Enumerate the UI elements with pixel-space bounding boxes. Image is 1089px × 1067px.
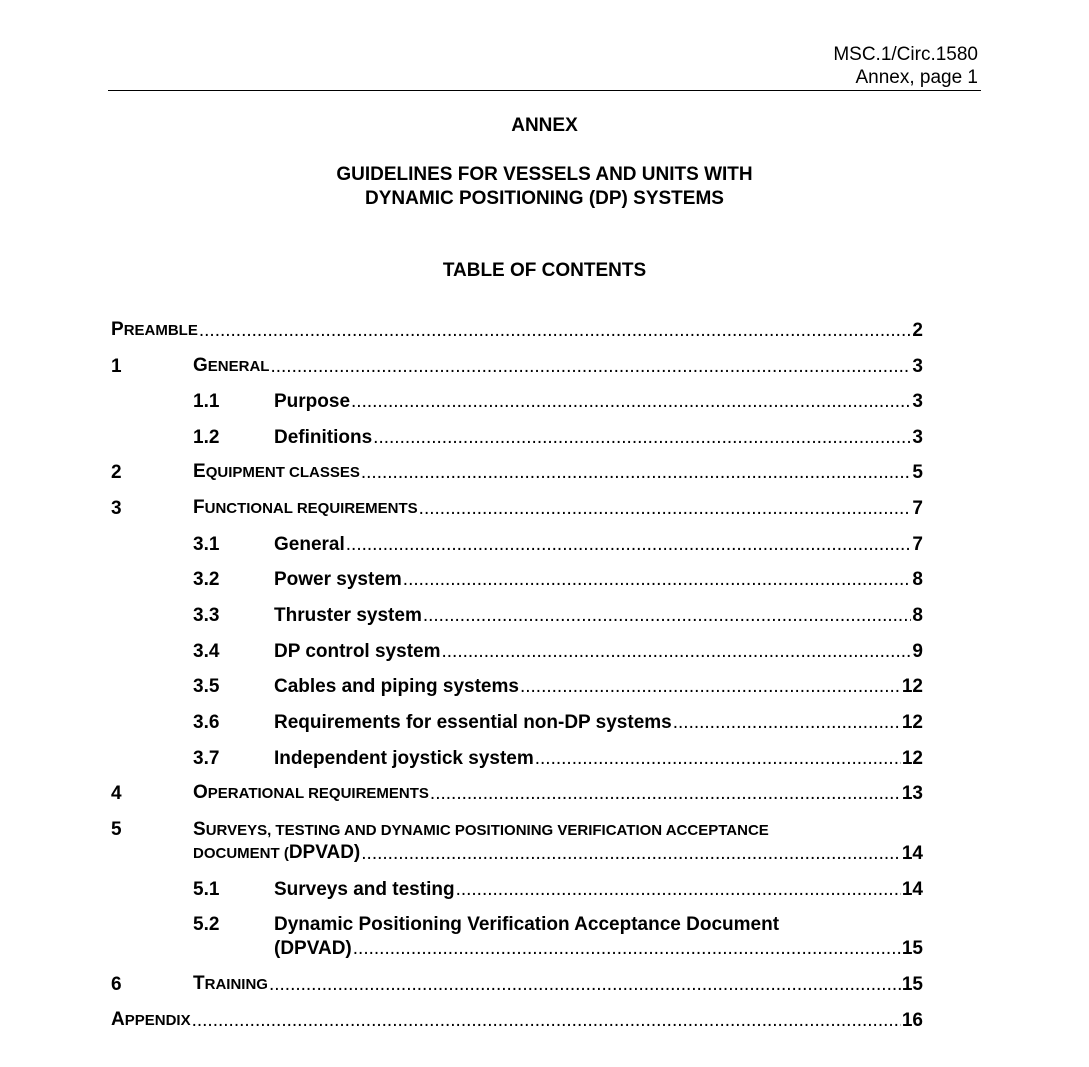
annex-title: ANNEX — [511, 115, 578, 136]
toc-entry-3-4[interactable] — [0, 639, 1089, 665]
guidelines-title-line-2: DYNAMIC POSITIONING (DP) SYSTEMS — [365, 188, 724, 209]
dot-leader — [373, 425, 911, 451]
toc-entry-number: 3 — [111, 498, 122, 519]
toc-entry-page: 14 — [901, 879, 923, 900]
toc-entry-title-line-2: DOCUMENT (DPVAD) — [193, 842, 361, 863]
page-reference: Annex, page 1 — [855, 67, 978, 88]
toc-entry-page: 13 — [901, 783, 923, 804]
toc-entry-number: 3.1 — [193, 534, 220, 555]
toc-entry-page: 9 — [912, 641, 923, 662]
dot-leader — [441, 639, 911, 665]
toc-entry-title-line-1: SURVEYS, TESTING AND DYNAMIC POSITIONING VERIFICATION ACCEPTANCE — [193, 819, 769, 840]
toc-entry-1[interactable] — [0, 354, 1089, 380]
toc-entry-page: 3 — [912, 427, 923, 448]
toc-entry-title: FUNCTIONAL REQUIREMENTS — [193, 497, 418, 518]
toc-entry-1-2[interactable] — [0, 425, 1089, 451]
toc-entry-number: 3.5 — [193, 676, 220, 697]
toc-entry-title: PREAMBLE — [111, 319, 198, 340]
toc-entry-title: Purpose — [274, 391, 351, 412]
toc-entry-number: 1 — [111, 356, 122, 377]
toc-entry-5-2-continued[interactable] — [0, 936, 1089, 962]
toc-entry-page: 8 — [912, 605, 923, 626]
toc-entry-title-line-1: Dynamic Positioning Verification Acceptance Document — [274, 914, 780, 935]
toc-entry-title: DP control system — [274, 641, 441, 662]
dot-leader — [346, 532, 912, 558]
dot-leader — [269, 972, 901, 998]
toc-entry-number: 5.1 — [193, 879, 220, 900]
dot-leader — [403, 567, 912, 593]
toc-entry-page: 3 — [912, 391, 923, 412]
toc-entry-page: 7 — [912, 534, 923, 555]
toc-entry-number: 4 — [111, 783, 122, 804]
toc-entry-title-line-2: (DPVAD) — [274, 938, 352, 959]
dot-leader — [673, 710, 901, 736]
toc-entry-title: Requirements for essential non-DP systems — [274, 712, 672, 733]
toc-entry-3[interactable] — [0, 496, 1089, 522]
toc-entry-title: OPERATIONAL REQUIREMENTS — [193, 782, 429, 803]
toc-entry-3-6[interactable] — [0, 710, 1089, 736]
dot-leader — [361, 460, 912, 486]
dot-leader — [351, 389, 911, 415]
toc-entry-3-2[interactable] — [0, 567, 1089, 593]
dot-leader — [520, 674, 901, 700]
dot-leader — [535, 746, 901, 772]
toc-entry-appendix[interactable] — [0, 1008, 1089, 1034]
toc-entry-3-7[interactable] — [0, 746, 1089, 772]
toc-entry-number: 5.2 — [193, 914, 220, 935]
toc-entry-number: 6 — [111, 974, 122, 995]
toc-entry-title: Thruster system — [274, 605, 422, 626]
toc-entry-5[interactable] — [0, 817, 1089, 843]
toc-entry-5-2[interactable] — [0, 912, 1089, 938]
toc-title: TABLE OF CONTENTS — [442, 260, 647, 281]
toc-entry-page: 5 — [912, 462, 923, 483]
toc-entry-title: EQUIPMENT CLASSES — [193, 461, 360, 482]
toc-entry-page: 3 — [912, 356, 923, 377]
toc-entry-number: 3.4 — [193, 641, 220, 662]
toc-entry-title: Cables and piping systems — [274, 676, 519, 697]
dot-leader — [456, 877, 901, 903]
toc-entry-page: 15 — [901, 938, 923, 959]
dot-leader — [192, 1008, 901, 1034]
toc-entry-number: 2 — [111, 462, 122, 483]
dot-leader — [419, 496, 912, 522]
toc-entry-page: 12 — [901, 748, 923, 769]
guidelines-title-line-1: GUIDELINES FOR VESSELS AND UNITS WITH — [336, 164, 753, 185]
toc-entry-title: APPENDIX — [111, 1009, 191, 1030]
toc-entry-number: 3.7 — [193, 748, 220, 769]
dot-leader — [199, 318, 912, 344]
toc-entry-title: Surveys and testing — [274, 879, 455, 900]
toc-entry-page: 12 — [901, 712, 923, 733]
dot-leader — [430, 781, 901, 807]
toc-entry-title: GENERAL — [193, 355, 270, 376]
toc-entry-title: TRAINING — [193, 973, 268, 994]
toc-entry-number: 3.2 — [193, 569, 220, 590]
toc-entry-2[interactable] — [0, 460, 1089, 486]
toc-entry-1-1[interactable] — [0, 389, 1089, 415]
dot-leader — [423, 603, 912, 629]
toc-entry-5-continued[interactable] — [0, 841, 1089, 867]
toc-entry-3-3[interactable] — [0, 603, 1089, 629]
toc-entry-6[interactable] — [0, 972, 1089, 998]
toc-entry-number: 1.1 — [193, 391, 220, 412]
header-rule — [108, 90, 981, 91]
toc-entry-title: Power system — [274, 569, 402, 590]
toc-entry-page: 2 — [912, 320, 923, 341]
toc-entry-number: 5 — [111, 819, 122, 840]
dot-leader — [361, 841, 901, 867]
toc-entry-page: 15 — [901, 974, 923, 995]
toc-entry-5-1[interactable] — [0, 877, 1089, 903]
toc-entry-page: 7 — [912, 498, 923, 519]
toc-entry-page: 16 — [901, 1010, 923, 1031]
dot-leader — [353, 936, 901, 962]
toc-entry-number: 3.3 — [193, 605, 220, 626]
toc-entry-page: 8 — [912, 569, 923, 590]
document-code: MSC.1/Circ.1580 — [833, 44, 978, 65]
toc-entry-title: General — [274, 534, 345, 555]
dot-leader — [270, 354, 911, 380]
toc-entry-title: Independent joystick system — [274, 748, 534, 769]
toc-entry-preamble[interactable] — [0, 318, 1089, 344]
toc-entry-number: 3.6 — [193, 712, 220, 733]
toc-entry-title: Definitions — [274, 427, 373, 448]
toc-entry-page: 14 — [901, 843, 923, 864]
toc-entry-3-5[interactable] — [0, 674, 1089, 700]
toc-entry-page: 12 — [901, 676, 923, 697]
toc-entry-3-1[interactable] — [0, 532, 1089, 558]
toc-entry-4[interactable] — [0, 781, 1089, 807]
toc-entry-number: 1.2 — [193, 427, 220, 448]
